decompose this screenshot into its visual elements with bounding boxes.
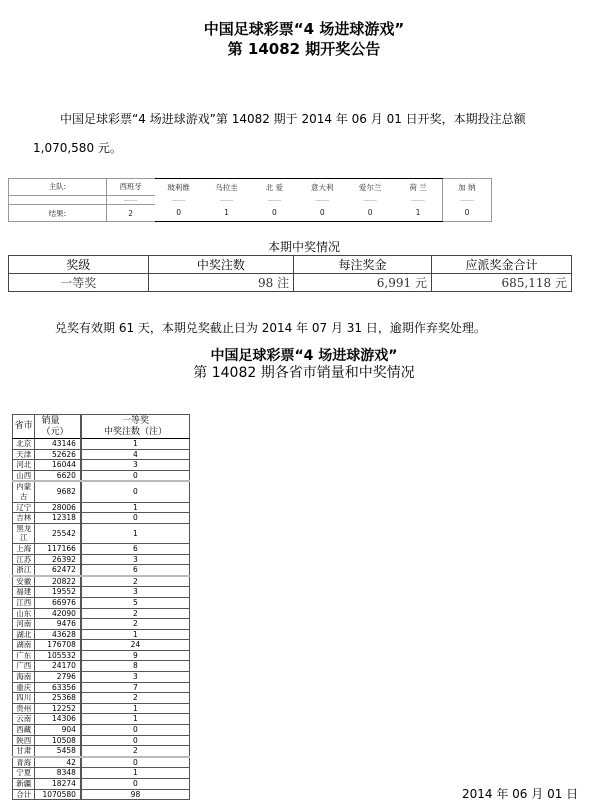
province-name: 海南 xyxy=(13,672,35,683)
province-winners: 0 xyxy=(81,725,190,736)
province-row xyxy=(13,682,190,693)
province-header-row xyxy=(13,415,190,439)
result-row xyxy=(9,205,492,222)
province-sales: 43628 xyxy=(35,629,81,640)
province-sales: 12252 xyxy=(35,703,81,714)
separator: —— xyxy=(315,195,330,204)
province-sales: 9476 xyxy=(35,619,81,630)
province-section-title: 中国足球彩票“4 场进球游戏” xyxy=(210,348,398,364)
province-row xyxy=(13,629,190,640)
province-row xyxy=(13,502,190,513)
province-sales: 6620 xyxy=(35,470,81,481)
province-name: 吉林 xyxy=(13,513,35,524)
province-sales: 16044 xyxy=(35,460,81,471)
province-sales: 176708 xyxy=(35,640,81,651)
province-row xyxy=(13,640,190,651)
province-winners: 4 xyxy=(81,449,190,460)
province-winners: 1 xyxy=(81,768,190,779)
header-sales: 销量（元） xyxy=(35,415,81,439)
match-result: 0 xyxy=(250,205,298,222)
province-row xyxy=(13,768,190,779)
team-name: 荷 兰 xyxy=(394,179,442,196)
separator: —— xyxy=(459,195,474,204)
province-name: 西藏 xyxy=(13,725,35,736)
separator-row xyxy=(9,195,492,205)
province-name: 合计 xyxy=(13,789,35,800)
announcement-subtitle: 第 14082 期开奖公告 xyxy=(227,40,381,58)
province-sales: 28006 xyxy=(35,502,81,513)
footer-date: 2014 年 06 月 01 日 xyxy=(462,787,579,801)
province-winners: 1 xyxy=(81,502,190,513)
province-row xyxy=(13,597,190,608)
province-sales: 19552 xyxy=(35,587,81,598)
province-row xyxy=(13,587,190,598)
match-result: 0 xyxy=(155,205,203,222)
prize-header-row xyxy=(9,256,572,274)
province-name: 陕西 xyxy=(13,735,35,746)
province-name: 甘肃 xyxy=(13,746,35,757)
province-winners: 2 xyxy=(81,619,190,630)
province-name: 河北 xyxy=(13,460,35,471)
province-winners: 3 xyxy=(81,554,190,565)
province-winners: 0 xyxy=(81,735,190,746)
province-name: 河南 xyxy=(13,619,35,630)
separator: —— xyxy=(123,195,138,204)
province-name: 安徽 xyxy=(13,576,35,587)
province-row xyxy=(13,543,190,554)
province-name: 重庆 xyxy=(13,682,35,693)
province-row xyxy=(13,779,190,790)
province-name: 湖南 xyxy=(13,640,35,651)
province-winners: 2 xyxy=(81,576,190,587)
province-sales: 26392 xyxy=(35,554,81,565)
province-winners: 0 xyxy=(81,481,190,502)
province-name: 宁夏 xyxy=(13,768,35,779)
province-winners: 2 xyxy=(81,608,190,619)
team-name: 玻利维 xyxy=(155,179,203,196)
province-name: 新疆 xyxy=(13,779,35,790)
province-row xyxy=(13,460,190,471)
province-name: 江西 xyxy=(13,597,35,608)
province-winners: 0 xyxy=(81,513,190,524)
province-sales: 904 xyxy=(35,725,81,736)
province-row xyxy=(13,554,190,565)
province-sales-table xyxy=(12,414,190,800)
team-name: 加 纳 xyxy=(442,179,491,196)
province-sales: 42090 xyxy=(35,608,81,619)
province-sales: 12318 xyxy=(35,513,81,524)
header-winners-line1: 一等奖 xyxy=(121,415,149,426)
province-winners: 98 xyxy=(81,789,190,800)
province-row xyxy=(13,513,190,524)
prize-summary-caption: 本期中奖情况 xyxy=(267,240,340,254)
province-winners: 1 xyxy=(81,439,190,450)
province-row xyxy=(13,661,190,672)
province-name: 广东 xyxy=(13,650,35,661)
province-winners: 6 xyxy=(81,543,190,554)
province-winners: 5 xyxy=(81,597,190,608)
province-row xyxy=(13,789,190,800)
province-name: 贵州 xyxy=(13,703,35,714)
match-result: 1 xyxy=(394,205,442,222)
province-winners: 3 xyxy=(81,587,190,598)
province-sales: 63356 xyxy=(35,682,81,693)
header-winners-line2: 中奖注数（注） xyxy=(103,426,167,437)
province-sales: 18274 xyxy=(35,779,81,790)
prize-count: 98 注 xyxy=(148,274,294,292)
province-winners: 1 xyxy=(81,714,190,725)
province-row xyxy=(13,523,190,543)
province-winners: 1 xyxy=(81,703,190,714)
province-sales: 25542 xyxy=(35,523,81,543)
province-winners: 0 xyxy=(81,779,190,790)
home-team-label: 主队: xyxy=(9,179,107,196)
province-name: 四川 xyxy=(13,693,35,704)
header-province: 省市 xyxy=(13,415,35,439)
province-name: 天津 xyxy=(13,449,35,460)
province-sales: 52626 xyxy=(35,449,81,460)
province-name: 北京 xyxy=(13,439,35,450)
separator: —— xyxy=(219,195,234,204)
province-row xyxy=(13,672,190,683)
province-sales: 43146 xyxy=(35,439,81,450)
match-result: 2 xyxy=(106,205,154,222)
match-result: 0 xyxy=(442,205,491,222)
announcement-title: 中国足球彩票“4 场进球游戏” xyxy=(203,20,405,38)
separator: —— xyxy=(267,195,282,204)
team-name: 北 爱 xyxy=(250,179,298,196)
province-sales: 42 xyxy=(35,757,81,768)
province-sales: 10508 xyxy=(35,735,81,746)
province-winners: 1 xyxy=(81,523,190,543)
province-row xyxy=(13,714,190,725)
province-row xyxy=(13,746,190,757)
province-sales: 66976 xyxy=(35,597,81,608)
intro-text-line1: 中国足球彩票“4 场进球游戏”第 14082 期于 2014 年 06 月 01 日开奖，本期投注总额 xyxy=(60,112,526,126)
province-row xyxy=(13,619,190,630)
prize-per-bet: 6,991 元 xyxy=(294,274,432,292)
match-result: 1 xyxy=(203,205,251,222)
intro-text-line2: 1,070,580 元。 xyxy=(33,141,122,155)
province-row xyxy=(13,470,190,481)
separator: —— xyxy=(411,195,426,204)
province-name: 浙江 xyxy=(13,565,35,576)
header-level: 奖级 xyxy=(9,256,149,274)
province-sales: 1070580 xyxy=(35,789,81,800)
province-sales: 20822 xyxy=(35,576,81,587)
province-name: 内蒙古 xyxy=(13,481,35,502)
header-per-bet: 每注奖金 xyxy=(294,256,432,274)
prize-summary-table xyxy=(8,255,572,292)
province-name: 青海 xyxy=(13,757,35,768)
province-name: 广西 xyxy=(13,661,35,672)
result-label: 结果: xyxy=(9,205,107,222)
province-winners: 2 xyxy=(81,693,190,704)
team-name: 西班牙 xyxy=(106,179,154,196)
province-winners: 3 xyxy=(81,672,190,683)
province-sales: 14306 xyxy=(35,714,81,725)
province-sales: 2796 xyxy=(35,672,81,683)
prize-row xyxy=(9,274,572,292)
province-name: 福建 xyxy=(13,587,35,598)
province-row xyxy=(13,703,190,714)
province-winners: 8 xyxy=(81,661,190,672)
province-name: 山西 xyxy=(13,470,35,481)
province-name: 云南 xyxy=(13,714,35,725)
province-sales: 8348 xyxy=(35,768,81,779)
province-row xyxy=(13,439,190,450)
province-winners: 9 xyxy=(81,650,190,661)
province-name: 江苏 xyxy=(13,554,35,565)
province-winners: 6 xyxy=(81,565,190,576)
team-name: 爱尔兰 xyxy=(346,179,394,196)
prize-total: 685,118 元 xyxy=(431,274,571,292)
province-name: 山东 xyxy=(13,608,35,619)
province-sales: 9682 xyxy=(35,481,81,502)
separator: —— xyxy=(171,195,186,204)
province-winners: 24 xyxy=(81,640,190,651)
team-name: 乌拉圭 xyxy=(203,179,251,196)
province-name: 湖北 xyxy=(13,629,35,640)
province-name: 辽宁 xyxy=(13,502,35,513)
province-row xyxy=(13,449,190,460)
province-name: 黑龙江 xyxy=(13,523,35,543)
province-row xyxy=(13,608,190,619)
province-sales: 5458 xyxy=(35,746,81,757)
province-row xyxy=(13,757,190,768)
redeem-notice: 兑奖有效期 61 天，本期兑奖截止日为 2014 年 07 月 31 日，逾期作弃奖处理。 xyxy=(55,321,486,335)
match-results-table xyxy=(8,178,492,222)
province-row xyxy=(13,735,190,746)
province-row xyxy=(13,693,190,704)
province-winners: 0 xyxy=(81,757,190,768)
match-result: 0 xyxy=(298,205,346,222)
province-winners: 3 xyxy=(81,460,190,471)
province-row xyxy=(13,725,190,736)
province-sales: 105532 xyxy=(35,650,81,661)
province-sales: 24170 xyxy=(35,661,81,672)
team-name: 意大利 xyxy=(298,179,346,196)
home-team-row xyxy=(9,179,492,196)
prize-level: 一等奖 xyxy=(9,274,149,292)
province-row xyxy=(13,481,190,502)
province-winners: 0 xyxy=(81,470,190,481)
province-row xyxy=(13,650,190,661)
province-name: 上海 xyxy=(13,543,35,554)
match-result: 0 xyxy=(346,205,394,222)
header-winners xyxy=(81,415,190,439)
header-total: 应派奖金合计 xyxy=(431,256,571,274)
province-sales: 25368 xyxy=(35,693,81,704)
province-sales: 62472 xyxy=(35,565,81,576)
province-row xyxy=(13,576,190,587)
province-winners: 7 xyxy=(81,682,190,693)
province-winners: 1 xyxy=(81,629,190,640)
province-section-subtitle: 第 14082 期各省市销量和中奖情况 xyxy=(193,365,415,381)
header-count: 中奖注数 xyxy=(148,256,294,274)
province-row xyxy=(13,565,190,576)
province-winners: 2 xyxy=(81,746,190,757)
separator: —— xyxy=(363,195,378,204)
province-sales: 117166 xyxy=(35,543,81,554)
